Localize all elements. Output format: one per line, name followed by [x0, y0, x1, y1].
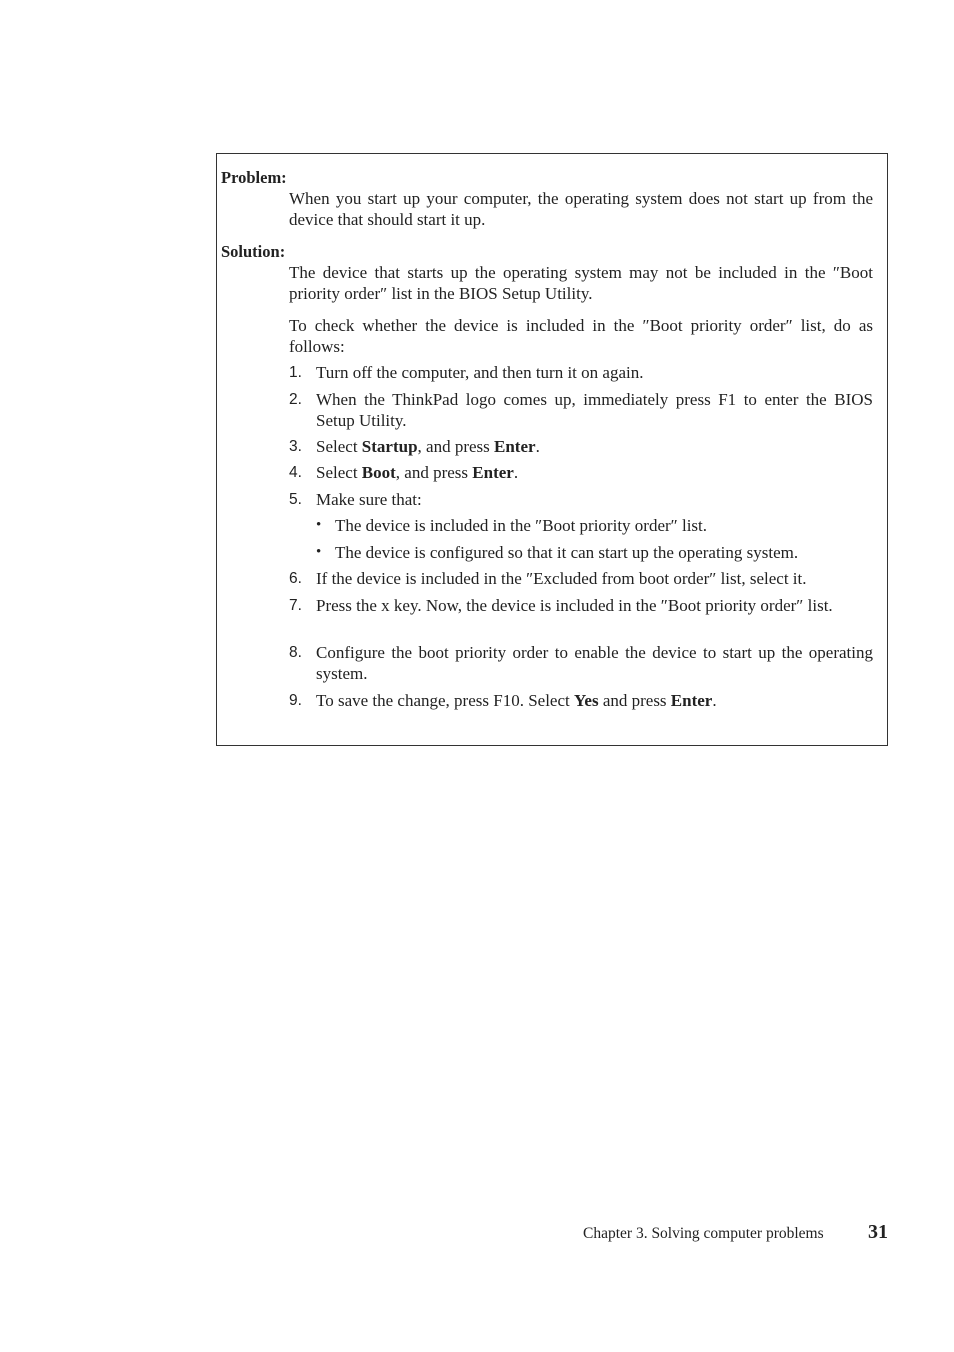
step-number: 5. — [289, 491, 302, 508]
solution-paragraph-2: To check whether the device is included in the ″Boot priority order″ list, do as follows: — [289, 316, 873, 356]
page-number: 31 — [868, 1221, 888, 1243]
problem-label: Problem: — [221, 168, 287, 187]
problem-text: When you start up your computer, the operating system does not start up from the device that should start it up. — [289, 189, 873, 229]
step-text: Select Boot, and press Enter. — [316, 463, 519, 482]
step-number: 9. — [289, 692, 302, 709]
step-text: Configure the boot priority order to enable the device to start up the operating system. — [316, 643, 873, 683]
bullet-icon: • — [316, 544, 322, 560]
step-number: 7. — [289, 597, 302, 614]
step-number: 6. — [289, 570, 302, 587]
option-term-yes: Yes — [574, 691, 599, 710]
menu-term-startup: Startup — [361, 437, 418, 456]
step-number: 1. — [289, 364, 302, 381]
key-term-enter: Enter — [670, 691, 713, 710]
bullet-text: The device is included in the ″Boot priority order″ list. — [335, 516, 708, 535]
bullet-text: The device is configured so that it can start up the operating system. — [335, 543, 799, 562]
step-text: Select Startup, and press Enter. — [316, 437, 540, 456]
step-text: To save the change, press F10. Select Yes and press Enter. — [316, 691, 717, 710]
step-text: When the ThinkPad logo comes up, immediately press F1 to enter the BIOS Setup Utility. — [316, 390, 873, 430]
step-number: 8. — [289, 644, 302, 661]
bullet-icon: • — [316, 517, 322, 533]
key-term-enter: Enter — [472, 463, 514, 482]
problem-solution-box — [216, 153, 888, 746]
step-text: If the device is included in the ″Excluded from boot order″ list, select it. — [316, 569, 807, 588]
solution-label: Solution: — [221, 242, 286, 261]
solution-paragraph-1: The device that starts up the operating system may not be included in the ″Boot priority order″ list in the BIOS Setup Utility. — [289, 263, 873, 303]
footer-chapter-title: Chapter 3. Solving computer problems — [583, 1225, 824, 1242]
step-number: 3. — [289, 438, 302, 455]
step-number: 2. — [289, 391, 302, 408]
step-text: Make sure that: — [316, 490, 422, 509]
step-text: Turn off the computer, and then turn it on again. — [316, 363, 644, 382]
step-number: 4. — [289, 464, 302, 481]
menu-term-boot: Boot — [361, 463, 396, 482]
step-text: Press the x key. Now, the device is included in the ″Boot priority order″ list. — [316, 596, 833, 615]
key-term-enter: Enter — [494, 437, 536, 456]
